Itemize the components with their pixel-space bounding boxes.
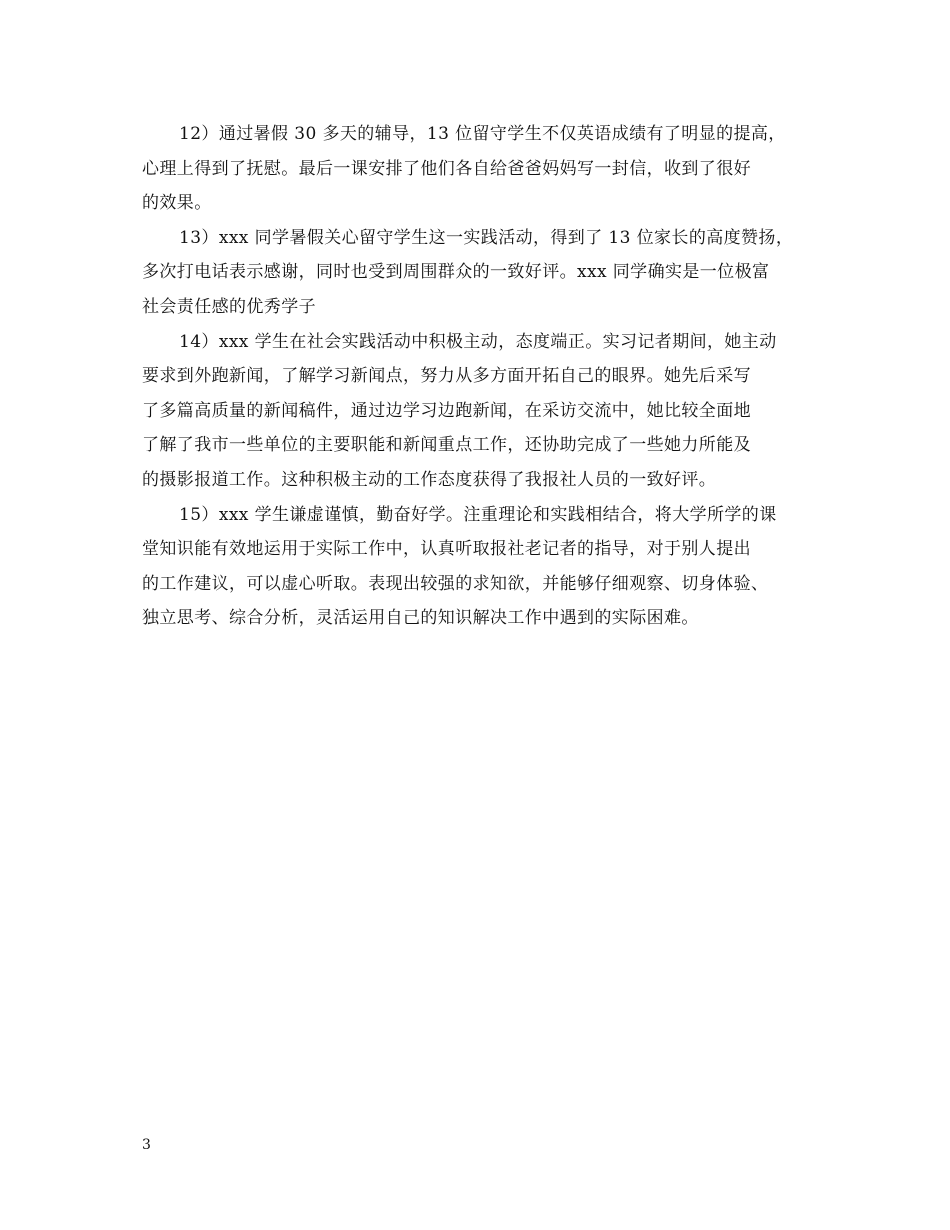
text-line: 15）xxx 学生谦虚谨慎，勤奋好学。注重理论和实践相结合，将大学所学的课: [179, 504, 777, 525]
text-line: 了多篇高质量的新闻稿件，通过边学习边跑新闻，在采访交流中，她比较全面地: [142, 400, 751, 421]
paragraph-12: [142, 117, 830, 221]
text-line: 独立思考、综合分析，灵活运用自己的知识解决工作中遇到的实际困难。: [142, 608, 699, 629]
page-number: 3: [142, 1137, 151, 1153]
text-line: 多次打电话表示感谢，同时也受到周围群众的一致好评。xxx 同学确实是一位极富: [142, 262, 770, 283]
paragraph-15: [142, 498, 830, 636]
text-line: 了解了我市一些单位的主要职能和新闻重点工作，还协助完成了一些她力所能及: [142, 435, 751, 456]
text-line: 的工作建议，可以虚心听取。表现出较强的求知欲，并能够仔细观察、切身体验、: [142, 573, 769, 594]
text-line: 13）xxx 同学暑假关心留守学生这一实践活动，得到了 13 位家长的高度赞扬，: [179, 227, 794, 248]
paragraph-13: [142, 221, 830, 325]
text-line: 12）通过暑假 30 多天的辅导，13 位留守学生不仅英语成绩有了明显的提高，: [179, 124, 786, 144]
text-line: 的效果。: [142, 193, 212, 214]
text-line: 心理上得到了抚慰。最后一课安排了他们各自给爸爸妈妈写一封信，收到了很好: [142, 158, 751, 179]
text-line: 要求到外跑新闻，了解学习新闻点，努力从多方面开拓自己的眼界。她先后采写: [142, 366, 751, 387]
text-line: 社会责任感的优秀学子: [142, 296, 316, 317]
paragraph-14: [142, 325, 830, 498]
text-line: 的摄影报道工作。这种积极主动的工作态度获得了我报社人员的一致好评。: [142, 469, 717, 490]
document-body: [142, 117, 830, 636]
text-line: 14）xxx 学生在社会实践活动中积极主动，态度端正。实习记者期间，她主动: [179, 331, 777, 352]
text-line: 堂知识能有效地运用于实际工作中，认真听取报社老记者的指导，对于别人提出: [142, 539, 751, 560]
